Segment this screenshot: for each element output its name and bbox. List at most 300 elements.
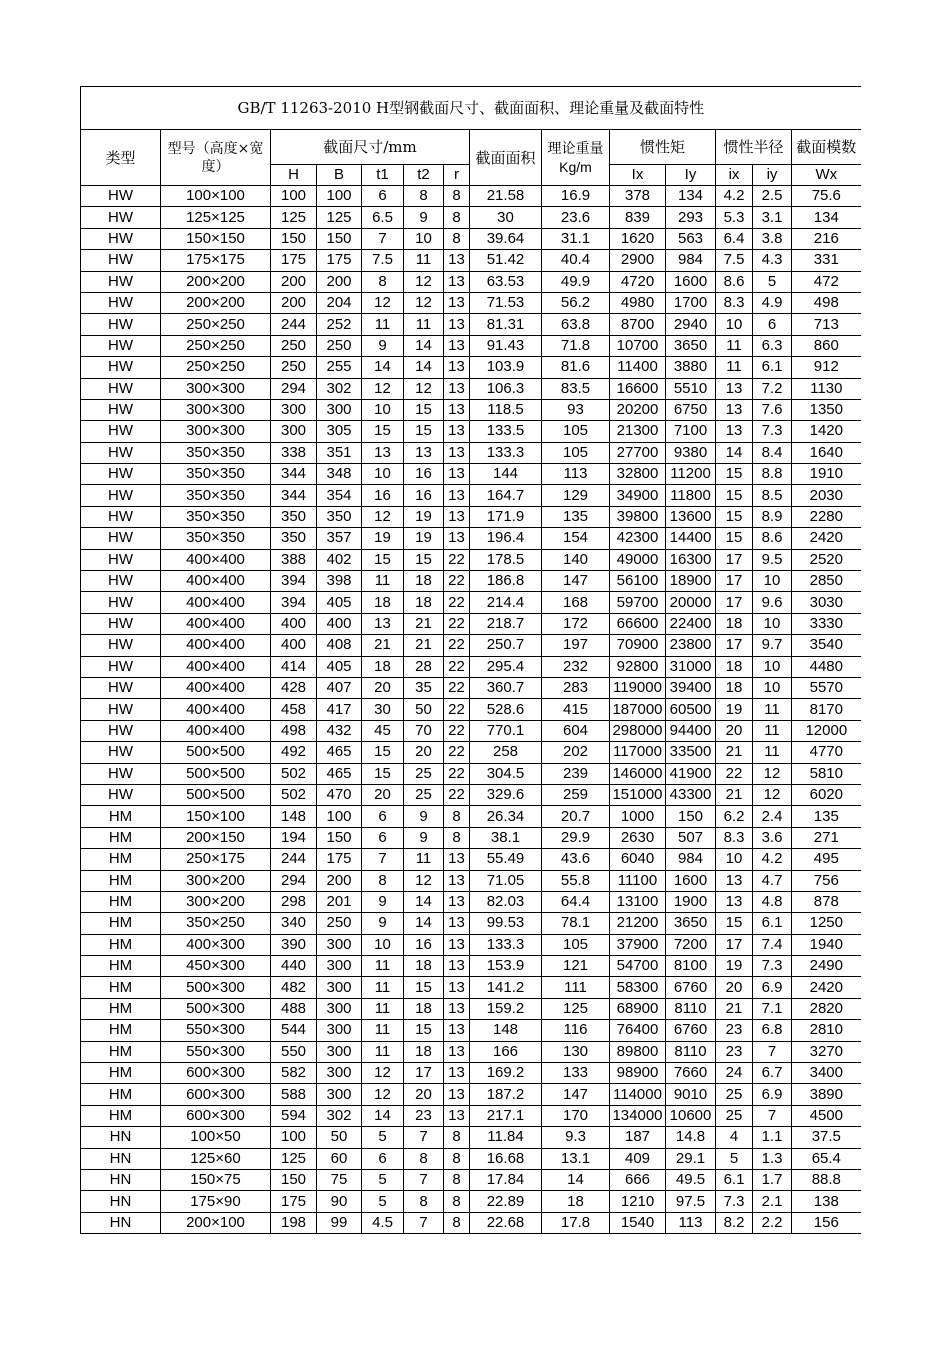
cell-ix-radius: 22 [716, 763, 753, 784]
cell-b: 201 [317, 891, 362, 912]
cell-weight: 113 [542, 464, 610, 485]
cell-ix-moment: 839 [610, 207, 666, 228]
cell-area: 164.7 [470, 485, 542, 506]
cell-iy-radius: 2.1 [753, 1191, 792, 1212]
cell-t2: 12 [404, 271, 444, 292]
table-row [81, 1191, 861, 1212]
cell-model: 125×60 [161, 1148, 271, 1169]
cell-r: 22 [444, 613, 470, 634]
cell-ix-radius: 23 [716, 1020, 753, 1041]
cell-ix-moment: 54700 [610, 956, 666, 977]
cell-t2: 25 [404, 784, 444, 805]
cell-h: 300 [271, 421, 317, 442]
cell-wx: 1350 [792, 399, 861, 420]
cell-weight: 140 [542, 549, 610, 570]
cell-iy-moment: 1700 [666, 292, 716, 313]
cell-h: 244 [271, 849, 317, 870]
cell-iy-moment: 18900 [666, 571, 716, 592]
cell-iy-radius: 11 [753, 699, 792, 720]
cell-t1: 10 [362, 399, 404, 420]
cell-model: 200×200 [161, 292, 271, 313]
cell-iy-moment: 10600 [666, 1105, 716, 1126]
cell-b: 357 [317, 528, 362, 549]
cell-ix-radius: 15 [716, 528, 753, 549]
cell-model: 600×300 [161, 1105, 271, 1126]
cell-ix-moment: 187000 [610, 699, 666, 720]
cell-h: 344 [271, 485, 317, 506]
cell-model: 400×400 [161, 613, 271, 634]
cell-iy-radius: 10 [753, 677, 792, 698]
cell-iy-radius: 6 [753, 314, 792, 335]
cell-ix-moment: 119000 [610, 677, 666, 698]
cell-t1: 6 [362, 186, 404, 207]
cell-h: 338 [271, 442, 317, 463]
table-row [81, 506, 861, 527]
cell-ix-moment: 1620 [610, 228, 666, 249]
cell-h: 400 [271, 613, 317, 634]
cell-iy-radius: 7.4 [753, 934, 792, 955]
cell-type: HW [81, 485, 161, 506]
cell-iy-radius: 3.6 [753, 827, 792, 848]
cell-ix-moment: 151000 [610, 784, 666, 805]
cell-h: 150 [271, 1169, 317, 1190]
cell-ix-moment: 8700 [610, 314, 666, 335]
cell-b: 90 [317, 1191, 362, 1212]
cell-b: 175 [317, 250, 362, 271]
header-area: 截面面积 [470, 130, 542, 186]
cell-weight: 16.9 [542, 186, 610, 207]
cell-wx: 495 [792, 849, 861, 870]
cell-r: 13 [444, 934, 470, 955]
cell-ix-moment: 134000 [610, 1105, 666, 1126]
cell-wx: 271 [792, 827, 861, 848]
cell-area: 39.64 [470, 228, 542, 249]
cell-weight: 259 [542, 784, 610, 805]
cell-iy-radius: 5 [753, 271, 792, 292]
cell-area: 38.1 [470, 827, 542, 848]
cell-type: HW [81, 549, 161, 570]
cell-iy-radius: 7.3 [753, 421, 792, 442]
cell-model: 400×400 [161, 635, 271, 656]
cell-ix-radius: 17 [716, 549, 753, 570]
cell-wx: 2280 [792, 506, 861, 527]
table-row [81, 1169, 861, 1190]
cell-iy-moment: 14.8 [666, 1127, 716, 1148]
cell-type: HM [81, 934, 161, 955]
cell-ix-radius: 25 [716, 1084, 753, 1105]
cell-h: 550 [271, 1041, 317, 1062]
header-ix-moment: Ix [610, 165, 666, 186]
header-radius: 惯性半径 [716, 130, 792, 165]
cell-iy-moment: 8100 [666, 956, 716, 977]
cell-t2: 15 [404, 421, 444, 442]
cell-iy-moment: 11200 [666, 464, 716, 485]
cell-type: HW [81, 571, 161, 592]
table-row [81, 1105, 861, 1126]
cell-area: 304.5 [470, 763, 542, 784]
cell-area: 148 [470, 1020, 542, 1041]
cell-h: 100 [271, 1127, 317, 1148]
cell-iy-moment: 29.1 [666, 1148, 716, 1169]
cell-ix-moment: 39800 [610, 506, 666, 527]
cell-iy-moment: 1900 [666, 891, 716, 912]
table-row [81, 699, 861, 720]
cell-iy-radius: 8.9 [753, 506, 792, 527]
cell-wx: 88.8 [792, 1169, 861, 1190]
cell-area: 770.1 [470, 720, 542, 741]
cell-h: 390 [271, 934, 317, 955]
cell-ix-radius: 7.3 [716, 1191, 753, 1212]
cell-weight: 125 [542, 998, 610, 1019]
cell-area: 26.34 [470, 806, 542, 827]
cell-weight: 23.6 [542, 207, 610, 228]
cell-model: 300×300 [161, 399, 271, 420]
cell-weight: 93 [542, 399, 610, 420]
cell-t1: 12 [362, 506, 404, 527]
table-body [81, 186, 861, 1234]
cell-type: HW [81, 784, 161, 805]
cell-h: 148 [271, 806, 317, 827]
cell-wx: 756 [792, 870, 861, 891]
cell-t2: 25 [404, 763, 444, 784]
cell-wx: 4480 [792, 656, 861, 677]
cell-b: 402 [317, 549, 362, 570]
table-row [81, 1148, 861, 1169]
cell-b: 200 [317, 271, 362, 292]
cell-weight: 78.1 [542, 913, 610, 934]
cell-ix-moment: 409 [610, 1148, 666, 1169]
cell-r: 22 [444, 592, 470, 613]
cell-iy-radius: 6.7 [753, 1063, 792, 1084]
cell-iy-moment: 984 [666, 250, 716, 271]
cell-ix-radius: 11 [716, 357, 753, 378]
cell-iy-radius: 12 [753, 763, 792, 784]
cell-ix-radius: 13 [716, 378, 753, 399]
cell-ix-moment: 42300 [610, 528, 666, 549]
cell-h: 428 [271, 677, 317, 698]
cell-t2: 19 [404, 506, 444, 527]
cell-area: 82.03 [470, 891, 542, 912]
header-weight-unit: Kg/m [559, 158, 592, 175]
cell-area: 55.49 [470, 849, 542, 870]
cell-t2: 18 [404, 998, 444, 1019]
cell-iy-moment: 43300 [666, 784, 716, 805]
header-type: 类型 [81, 130, 161, 186]
cell-t1: 11 [362, 314, 404, 335]
table-row [81, 763, 861, 784]
cell-wx: 5810 [792, 763, 861, 784]
cell-ix-radius: 4.2 [716, 186, 753, 207]
cell-wx: 1130 [792, 378, 861, 399]
table-row [81, 1041, 861, 1062]
cell-r: 13 [444, 1084, 470, 1105]
cell-h: 150 [271, 228, 317, 249]
cell-ix-moment: 20200 [610, 399, 666, 420]
cell-area: 63.53 [470, 271, 542, 292]
table-row [81, 891, 861, 912]
cell-type: HW [81, 292, 161, 313]
cell-type: HW [81, 677, 161, 698]
cell-r: 13 [444, 485, 470, 506]
cell-ix-radius: 23 [716, 1041, 753, 1062]
table-row [81, 485, 861, 506]
cell-area: 71.05 [470, 870, 542, 891]
cell-r: 13 [444, 271, 470, 292]
cell-r: 8 [444, 1169, 470, 1190]
cell-model: 400×400 [161, 699, 271, 720]
cell-ix-radius: 17 [716, 571, 753, 592]
cell-ix-radius: 13 [716, 891, 753, 912]
table-row [81, 228, 861, 249]
cell-t1: 15 [362, 421, 404, 442]
cell-type: HW [81, 656, 161, 677]
cell-r: 22 [444, 720, 470, 741]
table-row [81, 977, 861, 998]
cell-wx: 2520 [792, 549, 861, 570]
cell-weight: 168 [542, 592, 610, 613]
cell-ix-radius: 20 [716, 720, 753, 741]
cell-model: 500×300 [161, 998, 271, 1019]
cell-wx: 1940 [792, 934, 861, 955]
cell-weight: 129 [542, 485, 610, 506]
cell-area: 329.6 [470, 784, 542, 805]
table-row [81, 442, 861, 463]
cell-model: 350×350 [161, 528, 271, 549]
cell-r: 13 [444, 314, 470, 335]
cell-b: 465 [317, 763, 362, 784]
table-row [81, 1020, 861, 1041]
cell-weight: 133 [542, 1063, 610, 1084]
cell-t1: 45 [362, 720, 404, 741]
cell-t2: 8 [404, 186, 444, 207]
cell-weight: 147 [542, 1084, 610, 1105]
cell-ix-moment: 98900 [610, 1063, 666, 1084]
cell-ix-radius: 24 [716, 1063, 753, 1084]
table-row [81, 314, 861, 335]
cell-t1: 13 [362, 613, 404, 634]
cell-model: 150×100 [161, 806, 271, 827]
cell-type: HN [81, 1212, 161, 1233]
cell-ix-moment: 37900 [610, 934, 666, 955]
cell-type: HM [81, 998, 161, 1019]
cell-h: 482 [271, 977, 317, 998]
cell-h: 582 [271, 1063, 317, 1084]
cell-r: 13 [444, 250, 470, 271]
cell-area: 178.5 [470, 549, 542, 570]
cell-ix-radius: 19 [716, 699, 753, 720]
cell-t2: 20 [404, 742, 444, 763]
cell-wx: 2420 [792, 528, 861, 549]
cell-weight: 135 [542, 506, 610, 527]
cell-type: HM [81, 806, 161, 827]
cell-b: 302 [317, 1105, 362, 1126]
cell-wx: 3890 [792, 1084, 861, 1105]
cell-ix-radius: 25 [716, 1105, 753, 1126]
cell-h: 300 [271, 399, 317, 420]
cell-weight: 29.9 [542, 827, 610, 848]
cell-area: 187.2 [470, 1084, 542, 1105]
cell-h: 200 [271, 292, 317, 313]
cell-t2: 23 [404, 1105, 444, 1126]
cell-r: 13 [444, 335, 470, 356]
cell-model: 550×300 [161, 1020, 271, 1041]
cell-area: 133.5 [470, 421, 542, 442]
cell-wx: 2850 [792, 571, 861, 592]
cell-model: 500×300 [161, 977, 271, 998]
cell-iy-moment: 8110 [666, 998, 716, 1019]
cell-t2: 11 [404, 849, 444, 870]
table-row [81, 870, 861, 891]
cell-r: 13 [444, 378, 470, 399]
cell-ix-moment: 68900 [610, 998, 666, 1019]
cell-h: 544 [271, 1020, 317, 1041]
cell-iy-moment: 39400 [666, 677, 716, 698]
cell-weight: 202 [542, 742, 610, 763]
cell-t1: 9 [362, 913, 404, 934]
cell-ix-moment: 32800 [610, 464, 666, 485]
cell-r: 13 [444, 870, 470, 891]
cell-model: 150×150 [161, 228, 271, 249]
cell-area: 295.4 [470, 656, 542, 677]
cell-iy-moment: 563 [666, 228, 716, 249]
cell-b: 348 [317, 464, 362, 485]
header-h: H [271, 165, 317, 186]
cell-t2: 18 [404, 592, 444, 613]
cell-r: 22 [444, 742, 470, 763]
cell-b: 50 [317, 1127, 362, 1148]
cell-wx: 2820 [792, 998, 861, 1019]
cell-wx: 37.5 [792, 1127, 861, 1148]
cell-h: 502 [271, 763, 317, 784]
cell-t1: 20 [362, 677, 404, 698]
cell-model: 400×400 [161, 720, 271, 741]
cell-type: HW [81, 464, 161, 485]
cell-type: HW [81, 378, 161, 399]
cell-weight: 283 [542, 677, 610, 698]
header-ix-radius: ix [716, 165, 753, 186]
cell-wx: 3270 [792, 1041, 861, 1062]
cell-r: 13 [444, 464, 470, 485]
cell-weight: 17.8 [542, 1212, 610, 1233]
cell-iy-radius: 6.8 [753, 1020, 792, 1041]
cell-iy-radius: 7.3 [753, 956, 792, 977]
cell-iy-moment: 49.5 [666, 1169, 716, 1190]
cell-model: 400×400 [161, 656, 271, 677]
cell-iy-radius: 6.9 [753, 1084, 792, 1105]
cell-model: 125×125 [161, 207, 271, 228]
cell-model: 350×350 [161, 464, 271, 485]
cell-h: 350 [271, 506, 317, 527]
cell-t2: 21 [404, 613, 444, 634]
cell-h: 100 [271, 186, 317, 207]
cell-t2: 13 [404, 442, 444, 463]
cell-ix-moment: 146000 [610, 763, 666, 784]
cell-area: 218.7 [470, 613, 542, 634]
cell-wx: 1640 [792, 442, 861, 463]
cell-ix-moment: 11100 [610, 870, 666, 891]
cell-r: 13 [444, 849, 470, 870]
cell-iy-moment: 3650 [666, 335, 716, 356]
cell-ix-moment: 70900 [610, 635, 666, 656]
cell-model: 350×350 [161, 485, 271, 506]
table-row [81, 998, 861, 1019]
cell-iy-moment: 5510 [666, 378, 716, 399]
cell-t2: 15 [404, 399, 444, 420]
cell-t2: 21 [404, 635, 444, 656]
cell-t1: 9 [362, 891, 404, 912]
cell-type: HW [81, 335, 161, 356]
table-title: GB/T 11263-2010 H型钢截面尺寸、截面面积、理论重量及截面特性 [81, 87, 861, 130]
cell-t1: 19 [362, 528, 404, 549]
cell-b: 100 [317, 186, 362, 207]
cell-r: 8 [444, 806, 470, 827]
cell-type: HW [81, 442, 161, 463]
cell-type: HM [81, 891, 161, 912]
table-row [81, 677, 861, 698]
table-row [81, 571, 861, 592]
cell-t1: 6.5 [362, 207, 404, 228]
cell-t2: 7 [404, 1169, 444, 1190]
cell-t1: 30 [362, 699, 404, 720]
cell-r: 13 [444, 442, 470, 463]
cell-ix-radius: 6.4 [716, 228, 753, 249]
cell-t2: 12 [404, 292, 444, 313]
cell-t2: 35 [404, 677, 444, 698]
cell-weight: 71.8 [542, 335, 610, 356]
cell-weight: 121 [542, 956, 610, 977]
cell-iy-moment: 41900 [666, 763, 716, 784]
cell-model: 400×400 [161, 571, 271, 592]
cell-iy-radius: 2.5 [753, 186, 792, 207]
cell-area: 91.43 [470, 335, 542, 356]
cell-type: HW [81, 763, 161, 784]
cell-wx: 3330 [792, 613, 861, 634]
cell-t2: 8 [404, 1191, 444, 1212]
cell-ix-radius: 13 [716, 870, 753, 891]
cell-ix-moment: 21300 [610, 421, 666, 442]
cell-ix-moment: 666 [610, 1169, 666, 1190]
cell-b: 300 [317, 1020, 362, 1041]
cell-r: 13 [444, 1105, 470, 1126]
header-b: B [317, 165, 362, 186]
cell-type: HN [81, 1191, 161, 1212]
cell-area: 51.42 [470, 250, 542, 271]
cell-wx: 878 [792, 891, 861, 912]
cell-model: 400×400 [161, 549, 271, 570]
cell-area: 217.1 [470, 1105, 542, 1126]
table-row [81, 207, 861, 228]
cell-r: 22 [444, 656, 470, 677]
cell-b: 465 [317, 742, 362, 763]
cell-ix-radius: 7.5 [716, 250, 753, 271]
cell-h: 502 [271, 784, 317, 805]
cell-t1: 15 [362, 763, 404, 784]
cell-iy-radius: 7.2 [753, 378, 792, 399]
cell-weight: 130 [542, 1041, 610, 1062]
cell-b: 470 [317, 784, 362, 805]
cell-weight: 9.3 [542, 1127, 610, 1148]
header-wx: Wx [792, 165, 861, 186]
cell-weight: 239 [542, 763, 610, 784]
cell-t2: 70 [404, 720, 444, 741]
cell-h: 294 [271, 378, 317, 399]
cell-area: 159.2 [470, 998, 542, 1019]
cell-r: 13 [444, 357, 470, 378]
cell-area: 103.9 [470, 357, 542, 378]
cell-weight: 105 [542, 442, 610, 463]
cell-t1: 21 [362, 635, 404, 656]
cell-h: 175 [271, 250, 317, 271]
